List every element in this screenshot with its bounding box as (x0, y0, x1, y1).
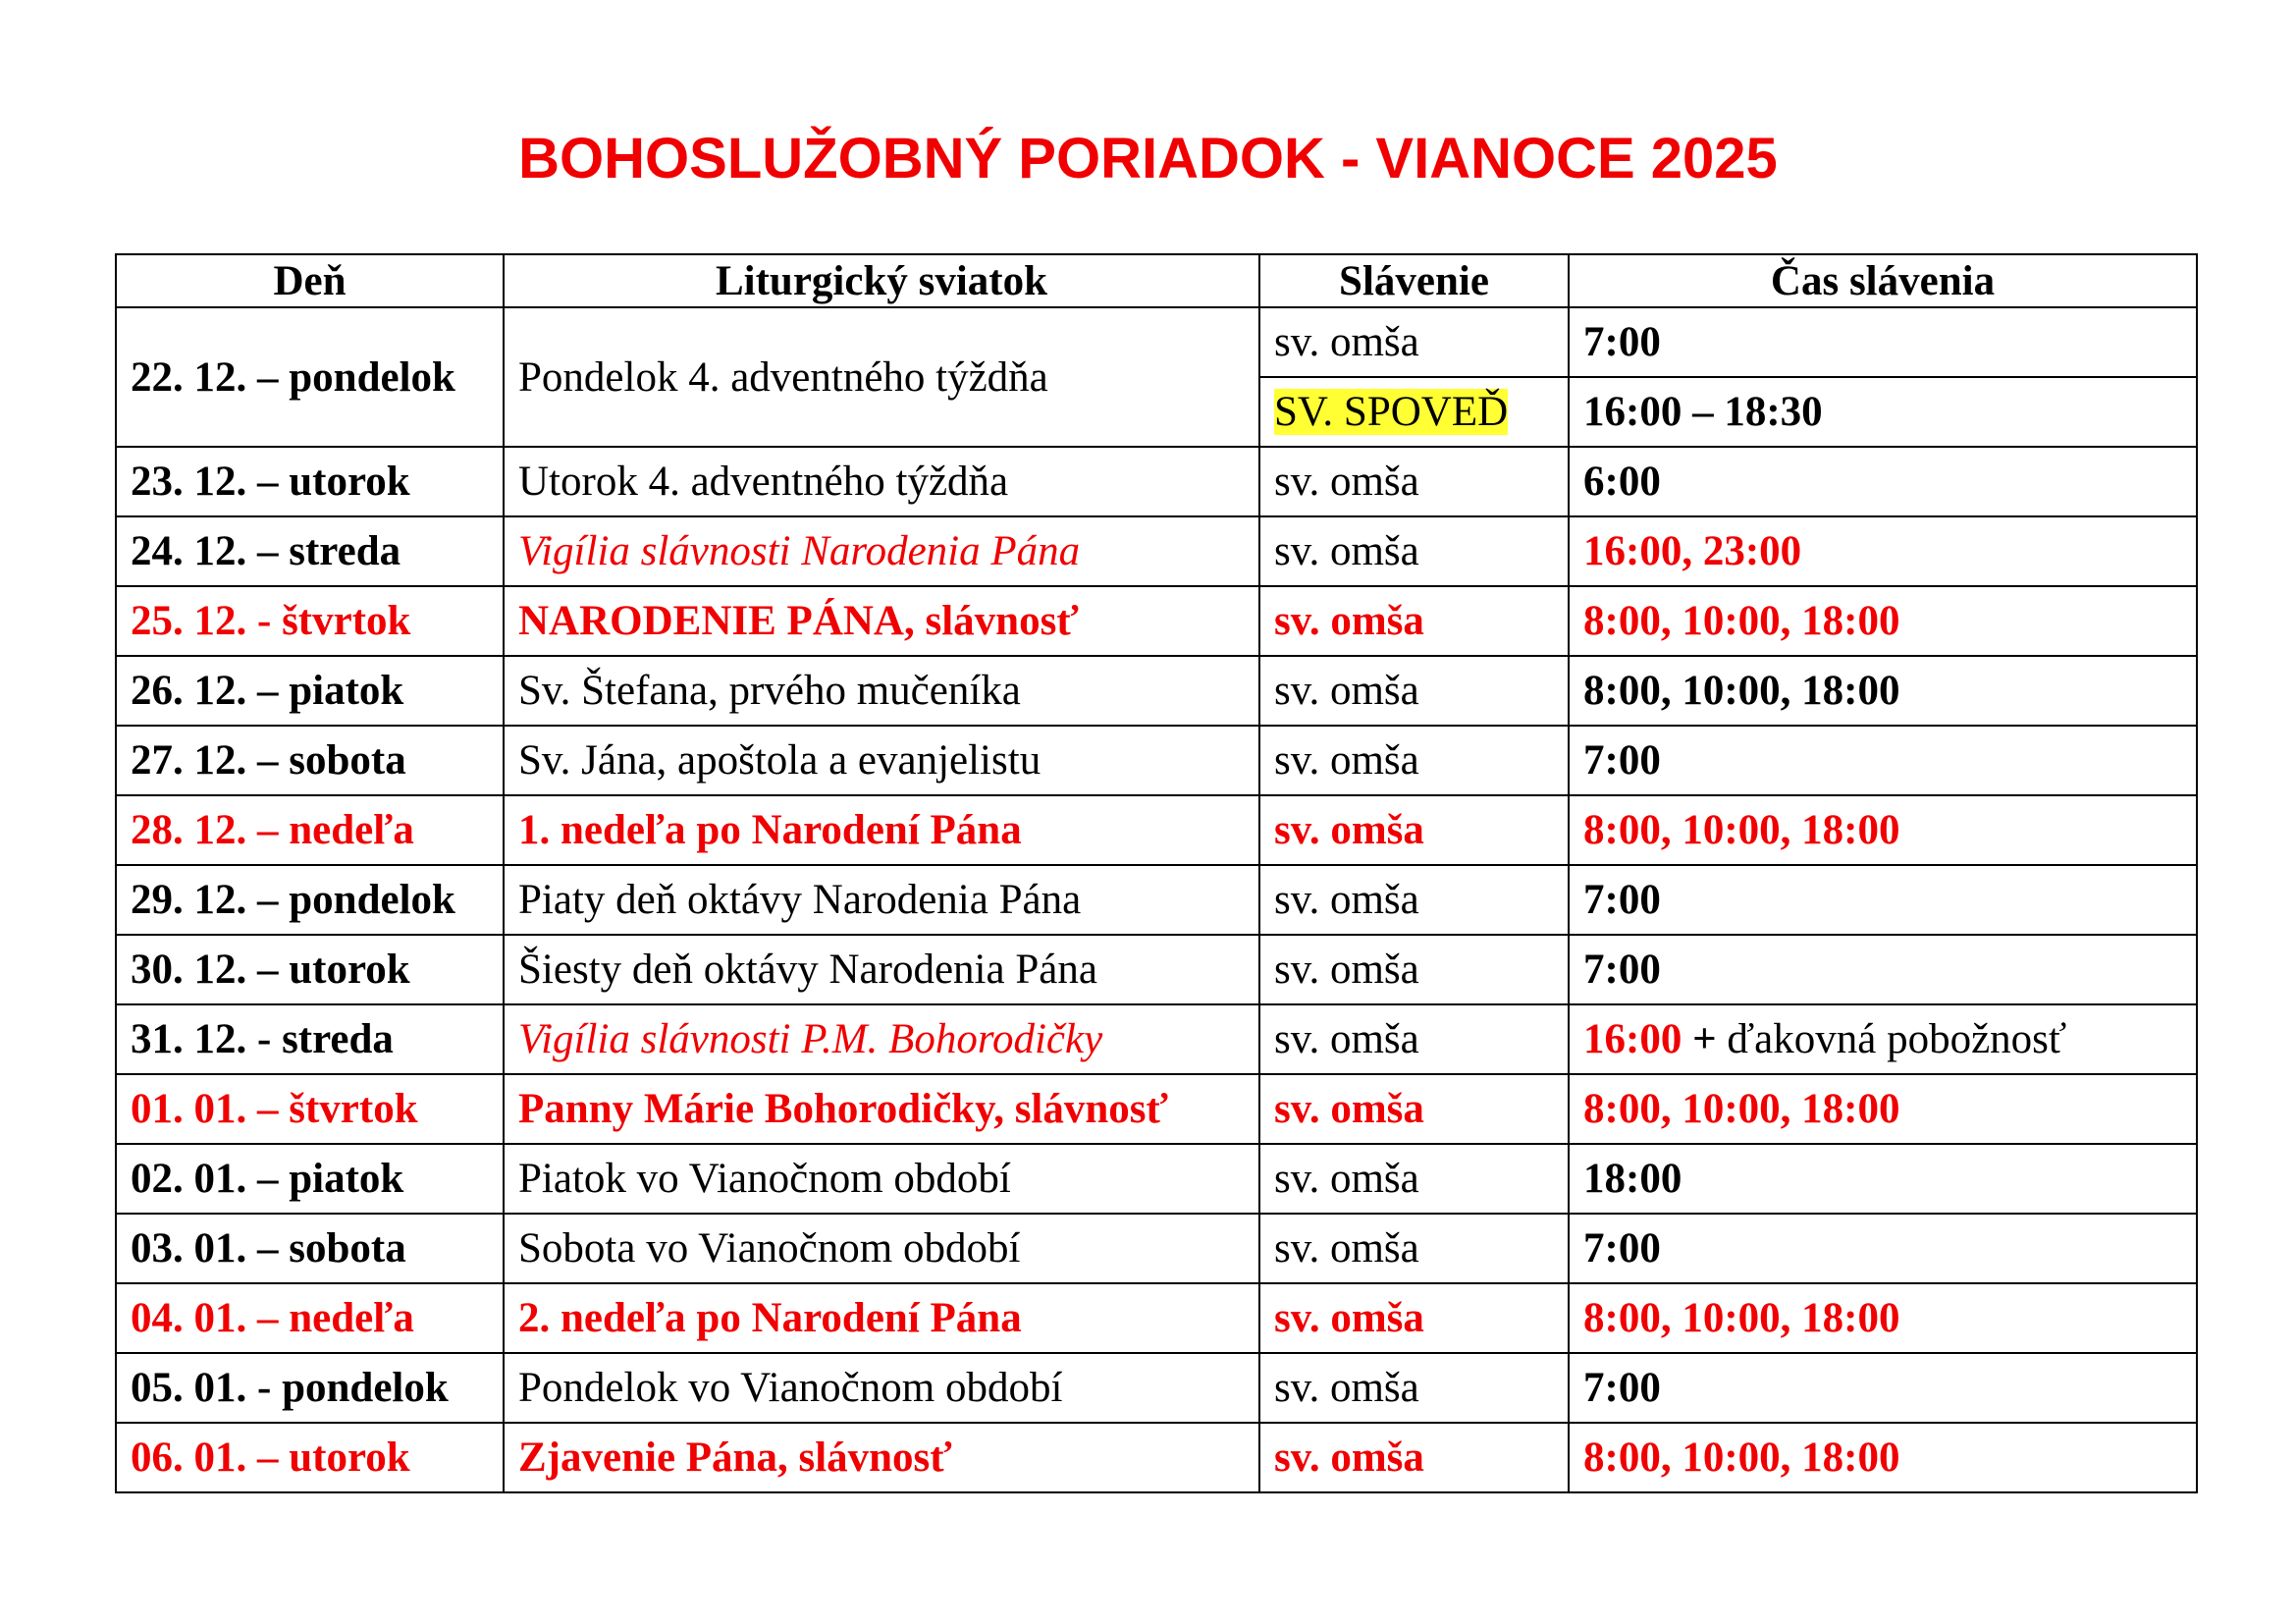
cell-feast: Panny Márie Bohorodičky, slávnosť (504, 1074, 1259, 1144)
cell-day: 26. 12. – piatok (116, 656, 504, 726)
table-row (116, 1423, 2197, 1492)
cell-time: 7:00 (1569, 307, 2197, 377)
table-row (116, 656, 2197, 726)
cell-day: 05. 01. - pondelok (116, 1353, 504, 1423)
cell-feast: Utorok 4. adventného týždňa (504, 447, 1259, 516)
cell-day: 25. 12. - štvrtok (116, 586, 504, 656)
table-row (116, 1004, 2197, 1074)
cell-celebration: sv. omša (1259, 935, 1569, 1004)
cell-day: 22. 12. – pondelok (116, 307, 504, 447)
table-row (116, 795, 2197, 865)
cell-feast: Vigília slávnosti Narodenia Pána (504, 516, 1259, 586)
table-row (116, 586, 2197, 656)
page-title: BOHOSLUŽOBNÝ PORIADOK - VIANOCE 2025 (518, 127, 1778, 190)
table-row (116, 1144, 2197, 1214)
cell-day: 23. 12. – utorok (116, 447, 504, 516)
cell-day: 04. 01. – nedeľa (116, 1283, 504, 1353)
cell-day: 02. 01. – piatok (116, 1144, 504, 1214)
cell-time: 8:00, 10:00, 18:00 (1569, 1074, 2197, 1144)
cell-feast: Zjavenie Pána, slávnosť (504, 1423, 1259, 1492)
cell-celebration: sv. omša (1259, 656, 1569, 726)
table-row (116, 935, 2197, 1004)
cell-celebration: sv. omša (1259, 1283, 1569, 1353)
cell-day: 30. 12. – utorok (116, 935, 504, 1004)
cell-celebration: sv. omša (1259, 1214, 1569, 1283)
cell-time (1569, 1004, 2197, 1074)
cell-time: 18:00 (1569, 1144, 2197, 1214)
cell-time: 8:00, 10:00, 18:00 (1569, 586, 2197, 656)
cell-feast: Sv. Jána, apoštola a evanjelistu (504, 726, 1259, 795)
cell-time: 6:00 (1569, 447, 2197, 516)
cell-celebration: sv. omša (1259, 586, 1569, 656)
cell-celebration: sv. omša (1259, 1144, 1569, 1214)
cell-time: 8:00, 10:00, 18:00 (1569, 1423, 2197, 1492)
table-row (116, 865, 2197, 935)
time-plus: + (1692, 1016, 1717, 1062)
table-row (116, 1283, 2197, 1353)
time-value: 16:00 (1583, 1016, 1682, 1062)
cell-feast: Pondelok 4. adventného týždňa (504, 307, 1259, 447)
cell-celebration-confession (1259, 377, 1569, 447)
cell-celebration: sv. omša (1259, 726, 1569, 795)
cell-day: 24. 12. – streda (116, 516, 504, 586)
table-row (116, 447, 2197, 516)
header-time: Čas slávenia (1569, 254, 2197, 307)
header-day: Deň (116, 254, 504, 307)
cell-celebration: sv. omša (1259, 1004, 1569, 1074)
time-extra: ďakovná pobožnosť (1727, 1016, 2067, 1062)
cell-time-confession: 16:00 – 18:30 (1569, 377, 2197, 447)
cell-celebration: sv. omša (1259, 795, 1569, 865)
table-header-row (116, 254, 2197, 307)
cell-time: 7:00 (1569, 1214, 2197, 1283)
table-row (116, 1353, 2197, 1423)
cell-feast: 2. nedeľa po Narodení Pána (504, 1283, 1259, 1353)
cell-day: 06. 01. – utorok (116, 1423, 504, 1492)
table-row (116, 1214, 2197, 1283)
cell-day: 01. 01. – štvrtok (116, 1074, 504, 1144)
cell-feast: Piaty deň oktávy Narodenia Pána (504, 865, 1259, 935)
cell-celebration: sv. omša (1259, 865, 1569, 935)
cell-day: 28. 12. – nedeľa (116, 795, 504, 865)
cell-feast: Sv. Štefana, prvého mučeníka (504, 656, 1259, 726)
table-row (116, 516, 2197, 586)
cell-feast: Pondelok vo Vianočnom období (504, 1353, 1259, 1423)
cell-feast: Piatok vo Vianočnom období (504, 1144, 1259, 1214)
cell-celebration: sv. omša (1259, 307, 1569, 377)
cell-celebration: sv. omša (1259, 1353, 1569, 1423)
table-row (116, 307, 2197, 377)
cell-time: 7:00 (1569, 865, 2197, 935)
cell-time: 16:00, 23:00 (1569, 516, 2197, 586)
cell-feast: 1. nedeľa po Narodení Pána (504, 795, 1259, 865)
cell-day: 27. 12. – sobota (116, 726, 504, 795)
cell-feast: Šiesty deň oktávy Narodenia Pána (504, 935, 1259, 1004)
cell-day: 03. 01. – sobota (116, 1214, 504, 1283)
table-row (116, 1074, 2197, 1144)
cell-day: 29. 12. – pondelok (116, 865, 504, 935)
cell-time: 7:00 (1569, 935, 2197, 1004)
cell-time: 8:00, 10:00, 18:00 (1569, 1283, 2197, 1353)
cell-time: 7:00 (1569, 1353, 2197, 1423)
cell-time: 8:00, 10:00, 18:00 (1569, 656, 2197, 726)
header-celebration: Slávenie (1259, 254, 1569, 307)
confession-highlight: SV. SPOVEĎ (1274, 389, 1509, 435)
table-row (116, 726, 2197, 795)
cell-celebration: sv. omša (1259, 516, 1569, 586)
cell-celebration: sv. omša (1259, 447, 1569, 516)
header-feast: Liturgický sviatok (504, 254, 1259, 307)
cell-day: 31. 12. - streda (116, 1004, 504, 1074)
cell-feast: NARODENIE PÁNA, slávnosť (504, 586, 1259, 656)
cell-feast: Sobota vo Vianočnom období (504, 1214, 1259, 1283)
cell-feast: Vigília slávnosti P.M. Bohorodičky (504, 1004, 1259, 1074)
cell-celebration: sv. omša (1259, 1423, 1569, 1492)
cell-celebration: sv. omša (1259, 1074, 1569, 1144)
schedule-table (115, 253, 2198, 1493)
cell-time: 8:00, 10:00, 18:00 (1569, 795, 2197, 865)
cell-time: 7:00 (1569, 726, 2197, 795)
